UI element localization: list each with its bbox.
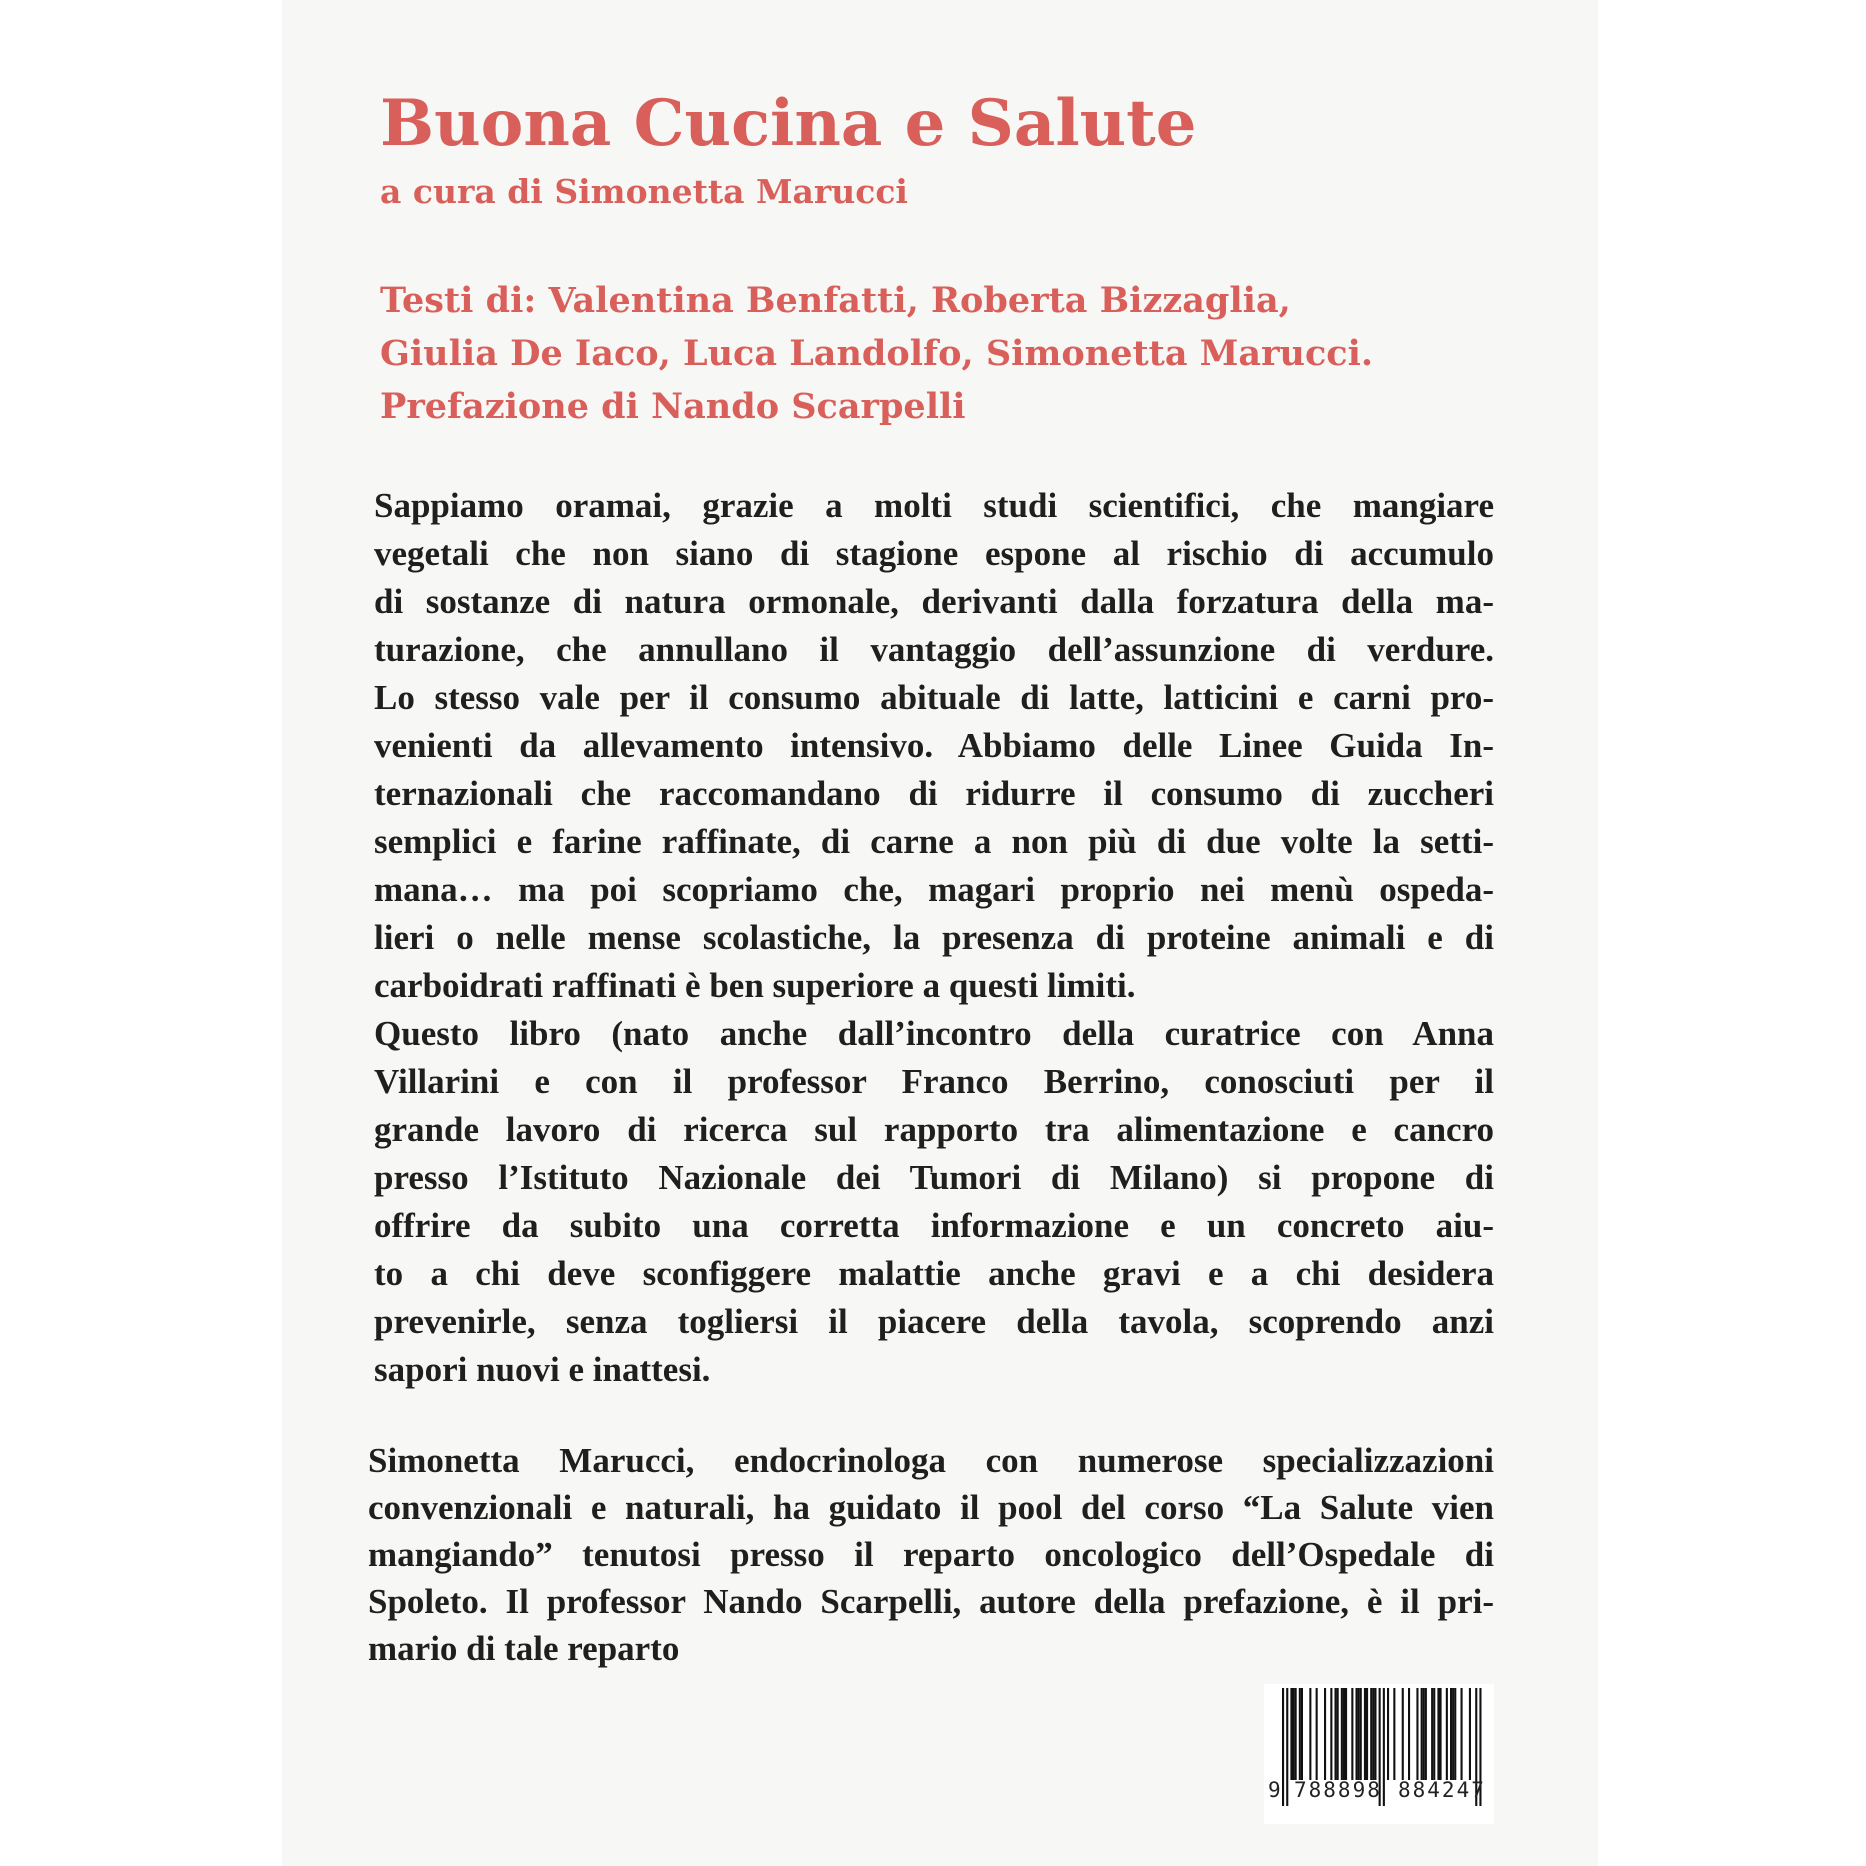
blurb-line: Sappiamo oramai, grazie a molti studi scientifici, che mangiare [374, 486, 1494, 525]
barcode-bar [1301, 1688, 1303, 1780]
blurb-line: carboidrati raffinati è ben superiore a questi limiti. [374, 966, 1136, 1005]
blurb-line: lieri o nelle mense scolastiche, la presenza di proteine animali e di [374, 918, 1494, 957]
blurb-line: di sostanze di natura ormonale, derivanti dalla forzatura della ma- [374, 582, 1494, 621]
blurb-line: prevenirle, senza togliersi il piacere della tavola, scoprendo anzi [374, 1302, 1494, 1341]
blurb-line: Villarini e con il professor Franco Berrino, conosciuti per il [374, 1062, 1494, 1101]
authors-line: Testi di: Valentina Benfatti, Roberta Bizzaglia, [380, 280, 1291, 321]
barcode-bar [1360, 1688, 1362, 1780]
barcode-bar [1293, 1688, 1295, 1780]
barcode-bar [1295, 1688, 1297, 1780]
blurb-line: venienti da allevamento intensivo. Abbiamo delle Linee Guida In- [374, 726, 1494, 765]
barcode-bar [1345, 1688, 1347, 1780]
blurb-line: vegetali che non siano di stagione espone al rischio di accumulo [374, 534, 1494, 573]
blurb-line: Questo libro (nato anche dall’incontro della curatrice con Anna [374, 1014, 1494, 1053]
barcode-left-group: 788898 [1294, 1778, 1382, 1802]
barcode-bar [1366, 1688, 1368, 1780]
barcode-bar [1423, 1688, 1425, 1780]
blurb-line: offrire da subito una corretta informazione e un concreto aiu- [374, 1206, 1494, 1245]
blurb-line: ternazionali che raccomandano di ridurre il consumo di zuccheri [374, 774, 1494, 813]
bio-line: Spoleto. Il professor Nando Scarpelli, autore della prefazione, è il pri- [368, 1582, 1494, 1621]
blurb-line: mana… ma poi scopriamo che, magari proprio nei menù ospeda- [374, 870, 1494, 909]
blurb-paragraph [374, 482, 1494, 1394]
barcode-bar [1433, 1688, 1435, 1780]
barcode-right-group: 884247 [1398, 1778, 1486, 1802]
barcode-bar [1402, 1688, 1404, 1780]
barcode-first-digit: 9 [1268, 1778, 1281, 1802]
barcode-bar [1469, 1688, 1471, 1780]
barcode-bar [1372, 1688, 1374, 1780]
barcode-bar [1450, 1688, 1452, 1780]
blurb-line: sapori nuovi e inattesi. [374, 1350, 711, 1389]
barcode-bar [1337, 1688, 1339, 1780]
barcode-bar [1316, 1688, 1318, 1780]
barcode-bar [1437, 1688, 1439, 1780]
barcode-bar [1358, 1688, 1360, 1780]
book-curator: a cura di Simonetta Marucci [380, 172, 908, 211]
barcode-bar [1446, 1688, 1448, 1780]
barcode-bar [1341, 1688, 1343, 1780]
book-title: Buona Cucina e Salute [380, 86, 1197, 161]
bio-line: Simonetta Marucci, endocrinologa con numerose specializzazioni [368, 1441, 1494, 1480]
bio-line: mario di tale reparto [368, 1629, 680, 1668]
barcode-bar [1431, 1688, 1433, 1780]
barcode-bar [1364, 1688, 1366, 1780]
barcode-bar [1416, 1688, 1418, 1780]
barcode-bar [1461, 1688, 1463, 1780]
bio-line: convenzionali e naturali, ha guidato il pool del corso “La Salute vien [368, 1488, 1494, 1527]
blurb-line: turazione, che annullano il vantaggio dell’assunzione di verdure. [374, 630, 1494, 669]
barcode-bar [1290, 1688, 1292, 1780]
barcode-bar [1425, 1688, 1427, 1780]
preface-line: Prefazione di Nando Scarpelli [380, 386, 966, 427]
authors-line: Giulia De Iaco, Luca Landolfo, Simonetta Marucci. [380, 333, 1374, 374]
barcode-bar [1351, 1688, 1353, 1780]
barcode-bar [1387, 1688, 1389, 1780]
barcode-bar [1335, 1688, 1337, 1780]
barcode-bar [1370, 1688, 1372, 1780]
barcode-digits [1264, 1778, 1494, 1808]
barcode-bar [1299, 1688, 1301, 1780]
barcode-bar [1408, 1688, 1410, 1780]
barcode-bar [1454, 1688, 1456, 1780]
bio-line: mangiando” tenutosi presso il reparto oncologico dell’Ospedale di [368, 1535, 1494, 1574]
barcode-bar [1330, 1688, 1332, 1780]
barcode-bar [1374, 1688, 1376, 1780]
barcode-bar [1393, 1688, 1395, 1780]
blurb-line: presso l’Istituto Nazionale dei Tumori di Milano) si propone di [374, 1158, 1494, 1197]
barcode-bar [1356, 1688, 1358, 1780]
barcode-bar [1324, 1688, 1326, 1780]
blurb-line: grande lavoro di ricerca sul rapporto tra alimentazione e cancro [374, 1110, 1494, 1149]
barcode-bar [1343, 1688, 1345, 1780]
blurb-line: Lo stesso vale per il consumo abituale di latte, latticini e carni pro- [374, 678, 1494, 717]
author-bio [368, 1437, 1494, 1672]
barcode-bar [1440, 1688, 1442, 1780]
barcode-bar [1309, 1688, 1311, 1780]
blurb-line: semplici e farine raffinate, di carne a non più di due volte la setti- [374, 822, 1494, 861]
barcode-bar [1421, 1688, 1423, 1780]
blurb-line: to a chi deve sconfiggere malattie anche gravi e a chi desidera [374, 1254, 1494, 1293]
barcode-bar [1452, 1688, 1454, 1780]
book-authors [380, 274, 1373, 433]
